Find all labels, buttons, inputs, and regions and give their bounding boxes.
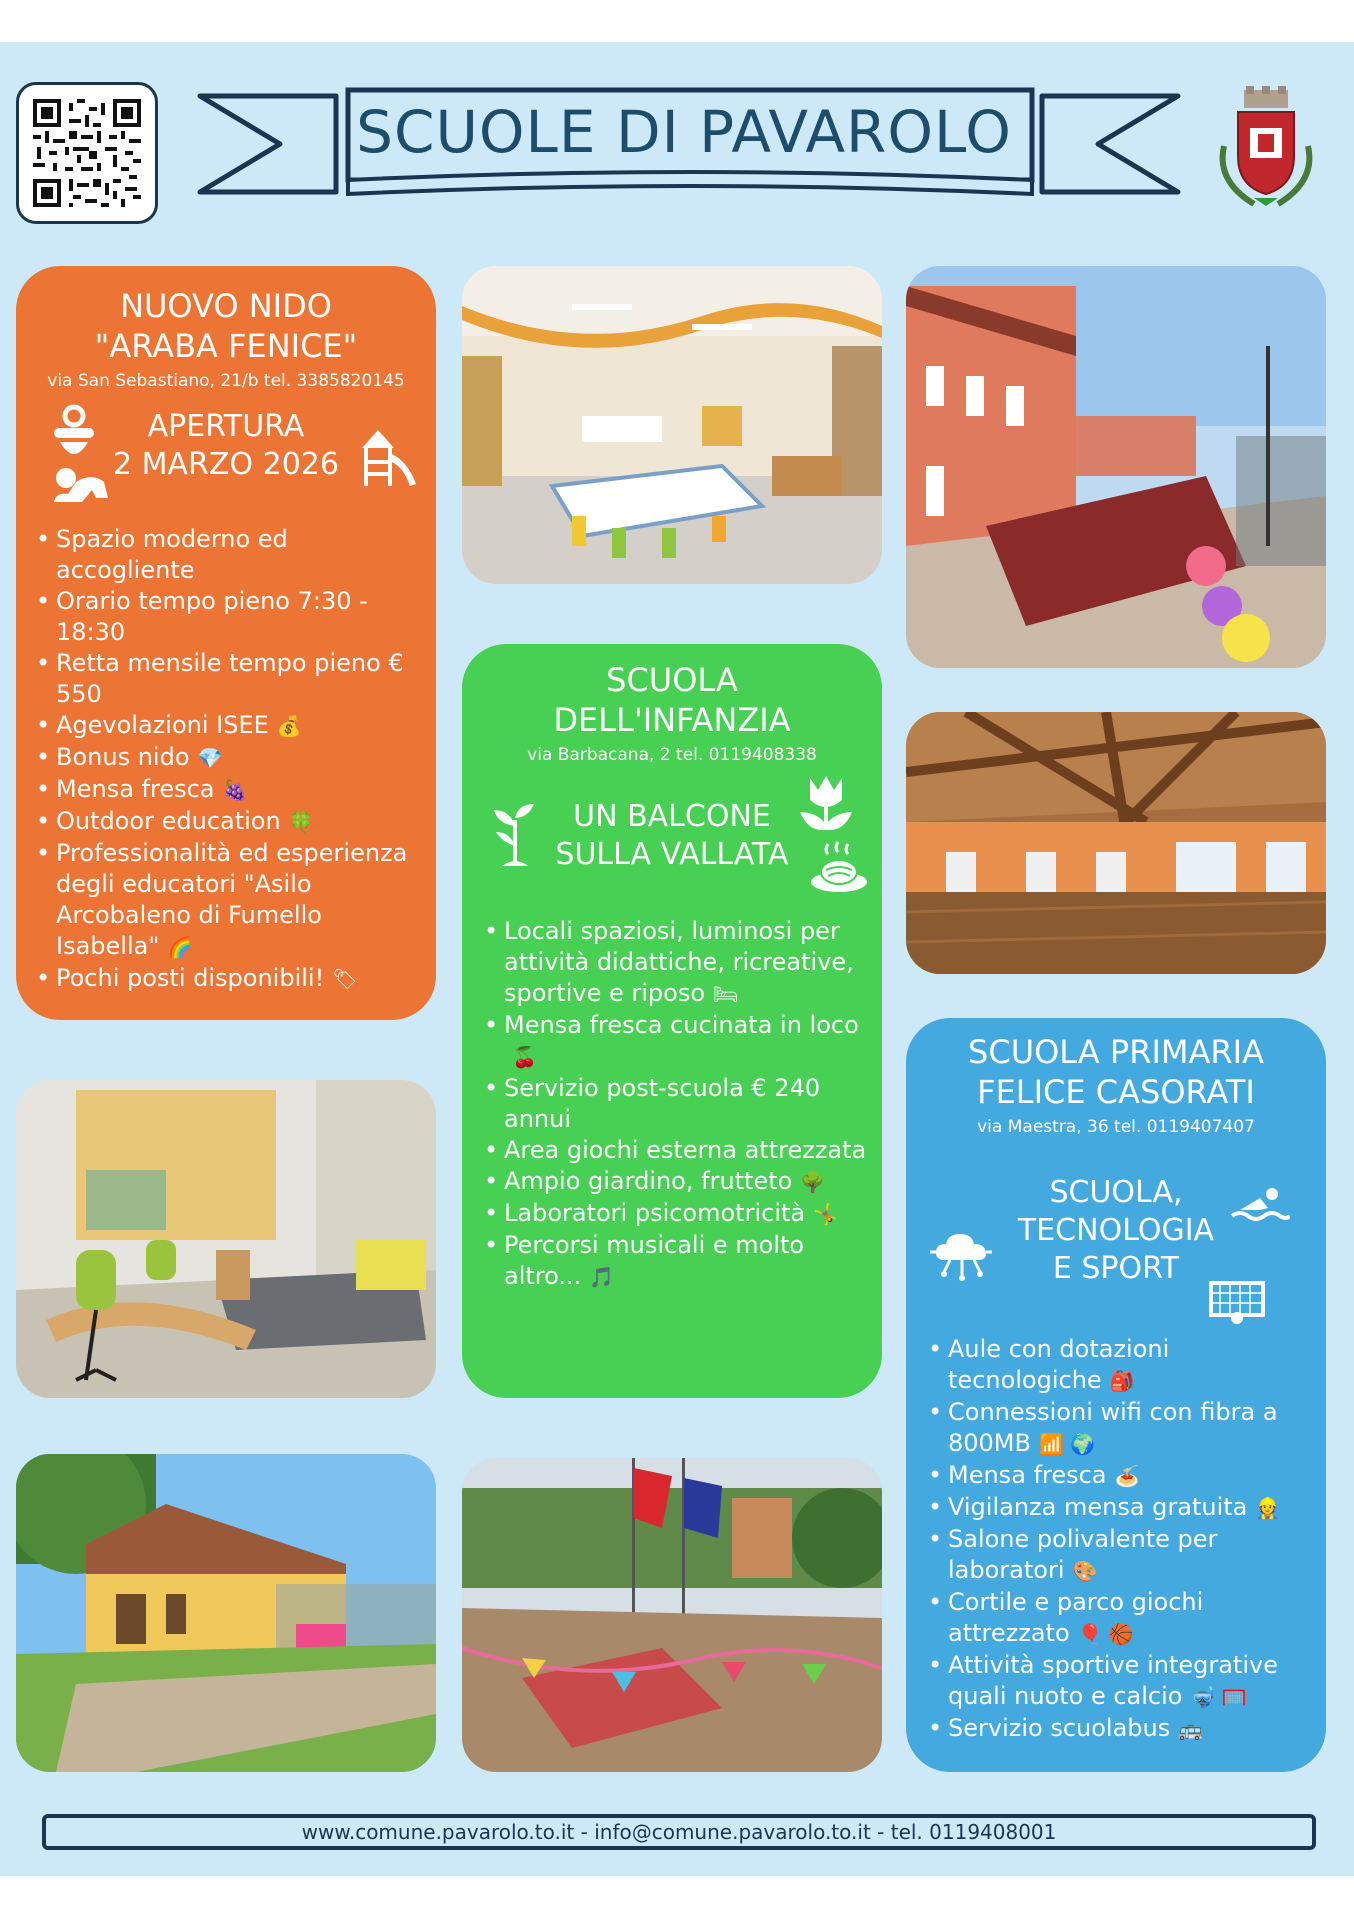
infanzia-feature-3: • Servizio post-scuola € 240 annui [482, 1073, 872, 1135]
primaria-feature-4: • Vigilanza mensa gratuita 👷 [926, 1492, 1320, 1524]
swimmer-icon [1230, 1186, 1290, 1226]
pasta-icon: 🍝 [1114, 1464, 1140, 1488]
wifi-globe-icon: 📶 🌍 [1038, 1432, 1096, 1456]
pasta-plate-icon [808, 840, 870, 896]
palette-icon: 🎨 [1072, 1559, 1098, 1583]
primaria-feature-8: • Servizio scuolabus 🚌 [926, 1713, 1320, 1745]
infanzia-title-line1: SCUOLA [606, 661, 738, 699]
primaria-slogan-line2: TECNOLOGIA [1017, 1213, 1215, 1248]
qr-code[interactable] [16, 82, 158, 224]
tag-icon: 🏷 [332, 967, 358, 991]
soccer-goal-icon [1208, 1280, 1266, 1324]
nido-address: via San Sebastiano, 21/b tel. 3385820145 [47, 371, 405, 391]
money-bag-icon: 💰 [276, 714, 302, 738]
infanzia-title-line2: DELL'INFANZIA [553, 701, 791, 739]
primaria-feature-2: • Connessioni wifi con fibra a 800MB 📶 🌍 [926, 1397, 1320, 1460]
infanzia-card [462, 644, 882, 1398]
rainbow-icon: 🌈 [167, 935, 193, 959]
tree-icon: 🌳 [800, 1170, 826, 1194]
nido-feature-1: • Spazio moderno ed accogliente [34, 524, 424, 586]
infanzia-features-list [482, 916, 872, 1293]
infanzia-feature-7: • Percorsi musicali e molto altro... 🎵 [482, 1230, 872, 1293]
infanzia-feature-1: • Locali spaziosi, luminosi per attività didattiche, ricreative, sportive e riposo 🛏 [482, 916, 872, 1010]
infanzia-feature-5: • Ampio giardino, frutteto 🌳 [482, 1166, 872, 1198]
tulip-icon [796, 774, 856, 832]
infanzia-slogan-line1: UN BALCONE [573, 799, 771, 834]
primaria-features-list [926, 1334, 1320, 1745]
primaria-card [906, 1018, 1326, 1772]
nido-feature-4: • Agevolazioni ISEE 💰 [34, 710, 424, 742]
photo-nido-classroom [462, 266, 882, 584]
nido-feature-8: • Professionalità ed esperienza degli educatori "Asilo Arcobaleno di Fumello Isabella" 🌈 [34, 838, 424, 963]
infanzia-feature-2: • Mensa fresca cucinata in loco🍒 [482, 1010, 872, 1073]
nido-feature-6: • Mensa fresca 🍇 [34, 774, 424, 806]
nido-title-line2: "ARABA FENICE" [94, 327, 358, 365]
nido-features-list [34, 524, 424, 995]
playground-slide-icon [354, 426, 420, 488]
clover-icon: 🍀 [288, 810, 314, 834]
gem-icon: 💎 [197, 746, 223, 770]
balloon-basketball-icon: 🎈 🏀 [1077, 1622, 1134, 1646]
primaria-title-line2: FELICE CASORATI [977, 1073, 1255, 1111]
gymnastics-icon: 🤸 [813, 1202, 839, 1226]
primaria-title-line1: SCUOLA PRIMARIA [968, 1033, 1264, 1071]
backpack-icon: 🎒 [1109, 1369, 1135, 1393]
photo-nido-exterior [16, 1454, 436, 1772]
primaria-address: via Maestra, 36 tel. 0119407407 [977, 1117, 1255, 1137]
nido-feature-9: • Pochi posti disponibili! 🏷 [34, 963, 424, 995]
nido-feature-7: • Outdoor education 🍀 [34, 806, 424, 838]
nido-card [16, 266, 436, 1020]
bed-icon: 🛏 [713, 982, 739, 1006]
infanzia-feature-6: • Laboratori psicomotricità 🤸 [482, 1198, 872, 1230]
bus-icon: 🚌 [1178, 1717, 1204, 1741]
primaria-slogan-line3: E SPORT [1052, 1251, 1180, 1286]
nido-feature-3: • Retta mensile tempo pieno € 550 [34, 648, 424, 710]
nido-feature-5: • Bonus nido 💎 [34, 742, 424, 774]
nido-opening-line2: 2 MARZO 2026 [113, 447, 339, 482]
footer-contacts: www.comune.pavarolo.to.it - info@comune.pavarolo.to.it - tel. 0119408001 [42, 1814, 1316, 1850]
photo-primaria-building [906, 266, 1326, 668]
infanzia-slogan-line2: SULLA VALLATA [555, 837, 789, 872]
nido-feature-2: • Orario tempo pieno 7:30 - 18:30 [34, 586, 424, 648]
coat-of-arms-icon [1214, 86, 1318, 210]
photo-primaria-hall [906, 712, 1326, 974]
music-note-icon: 🎵 [589, 1265, 615, 1289]
primaria-feature-7: • Attività sportive integrative quali nuoto e calcio 🤿 🥅 [926, 1650, 1320, 1713]
primaria-slogan-line1: SCUOLA, [1049, 1175, 1183, 1210]
qr-code-icon [33, 99, 141, 207]
cloud-network-icon [930, 1226, 994, 1282]
infanzia-feature-4: • Area giochi esterna attrezzata [482, 1135, 872, 1166]
infanzia-address: via Barbacana, 2 tel. 0119408338 [527, 745, 817, 765]
photo-infanzia-playground [462, 1458, 882, 1772]
diving-mask-goal-icon: 🤿 🥅 [1190, 1685, 1247, 1709]
page-title: SCUOLE DI PAVAROLO [356, 98, 1012, 166]
nido-title-line1: NUOVO NIDO [120, 287, 332, 325]
primaria-feature-5: • Salone polivalente per laboratori 🎨 [926, 1524, 1320, 1587]
nido-opening-line1: APERTURA [147, 409, 305, 444]
primaria-feature-3: • Mensa fresca 🍝 [926, 1460, 1320, 1492]
cherries-icon: 🍒 [512, 1045, 537, 1069]
primaria-feature-6: • Cortile e parco giochi attrezzato 🎈 🏀 [926, 1587, 1320, 1650]
worker-icon: 👷 [1255, 1496, 1281, 1520]
photo-nido-room [16, 1080, 436, 1398]
grapes-icon: 🍇 [222, 778, 248, 802]
primaria-feature-1: • Aule con dotazioni tecnologiche 🎒 [926, 1334, 1320, 1397]
